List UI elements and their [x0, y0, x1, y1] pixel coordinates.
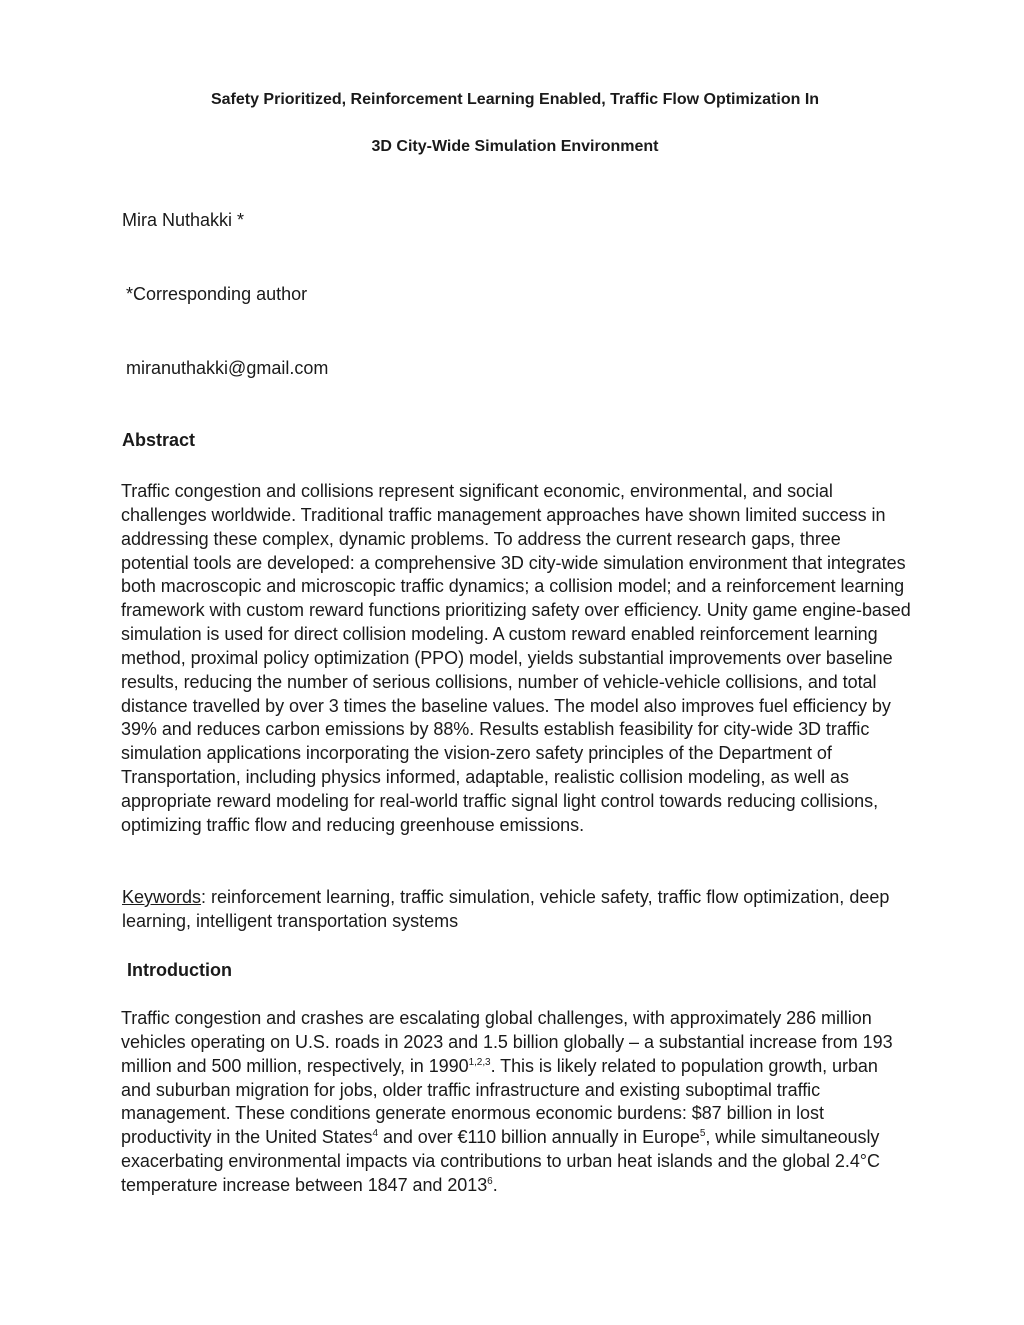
intro-text-4: , while simultaneously exacerbating environmental impacts via contributions to urban heat islands and the global 2.4°C temperature increase between 1847 and 2013 [121, 1127, 880, 1195]
author-name: Mira Nuthakki * [122, 210, 245, 230]
intro-text-5: . [492, 1174, 498, 1195]
abstract-heading: Abstract [122, 430, 196, 450]
intro-text-3: and over €110 billion annually in Europe [378, 1127, 700, 1148]
intro-text-1: Traffic congestion and crashes are escalating global challenges, with approximately 286 million vehicles operating on U.S. roads in 2023 and 1.5 billion globally – a substantial increase from 193 million and 500 million, respectively, in 1990 [121, 1008, 893, 1076]
introduction-body [121, 1007, 911, 1198]
introduction-heading: Introduction [127, 960, 232, 980]
citation-5: 5 [699, 1128, 706, 1140]
intro-text-2: . This is likely related to population growth, urban and suburban migration for jobs, older traffic infrastructure and existing suboptimal traffic management. These conditions generate enormous economic burdens: $87 billion in lost productivity in the United States [121, 1055, 878, 1148]
keywords-label: Keywords [122, 887, 202, 907]
author-email: miranuthakki@gmail.com [126, 358, 329, 378]
citation-1-2-3: 1,2,3 [468, 1056, 491, 1068]
corresponding-author-note: *Corresponding author [126, 284, 308, 304]
citation-4: 4 [372, 1128, 378, 1140]
paper-title-line-1: Safety Prioritized, Reinforcement Learning Enabled, Traffic Flow Optimization In [210, 91, 820, 108]
keywords [122, 886, 912, 933]
keywords-list: : reinforcement learning, traffic simulation, vehicle safety, traffic flow optimization, deep learning, intelligent transportation systems [122, 887, 890, 931]
abstract-body: Traffic congestion and collisions represent significant economic, environmental, and social challenges worldwide. Traditional traffic management approaches have shown limited success in addressing these complex, dynamic problems. To address the current research gaps, three potential tools are developed: a comprehensive 3D city-wide simulation environment that integrates both macroscopic and microscopic traffic dynamics; a collision model; and a reinforcement learning framework with custom reward functions prioritizing safety over efficiency. Unity game engine-based simulation is used for direct collision modeling. A custom reward enabled reinforcement learning method, proximal policy optimization (PPO) model, yields substantial improvements over baseline results, reducing the number of serious collisions, number of vehicle-vehicle collisions, and total distance travelled by over 3 times the baseline values. The model also improves fuel efficiency by 39% and reduces carbon emissions by 88%. Results establish feasibility for city-wide 3D traffic simulation applications incorporating the vision-zero safety principles of the Department of Transportation, including physics informed, adaptable, realistic collision modeling, as well as appropriate reward modeling for real-world traffic signal light control towards reducing collisions, optimizing traffic flow and reducing greenhouse emissions. [121, 481, 911, 835]
citation-6: 6 [487, 1175, 493, 1187]
paper-title-line-2: 3D City-Wide Simulation Environment [371, 138, 659, 155]
